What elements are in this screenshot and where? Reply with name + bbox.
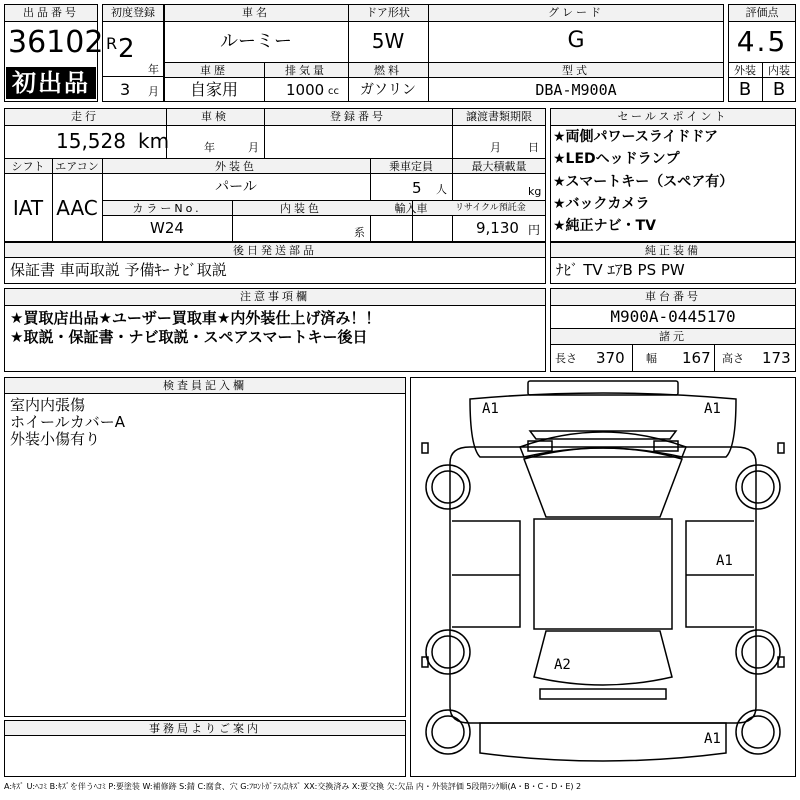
car-diagram xyxy=(410,377,796,777)
displacement-unit: cc xyxy=(328,86,339,97)
fuel: ガソリン xyxy=(360,82,416,98)
capacity-label: 乗車定員 xyxy=(389,160,433,173)
first-listing-badge: 初出品 xyxy=(6,67,96,99)
damage-mark: A1 xyxy=(716,553,733,569)
plate-label: 登録番号 xyxy=(330,110,386,123)
damage-mark: A1 xyxy=(704,401,721,417)
height: 173 xyxy=(762,349,791,367)
door-type: 5W xyxy=(371,29,405,53)
year-unit: 年 xyxy=(148,63,159,76)
later-parts-label: 後日発送部品 xyxy=(233,244,317,257)
load-unit: kg xyxy=(528,185,542,198)
fuel-label: 燃料 xyxy=(374,64,402,77)
damage-mark: A1 xyxy=(482,401,499,417)
damage-mark: A1 xyxy=(704,731,721,747)
later-parts: 保証書 車両取説 予備ｷｰ ﾅﾋﾞ取説 xyxy=(10,261,227,279)
history: 自家用 xyxy=(189,80,238,99)
transfer-month-unit: 月 xyxy=(490,141,501,154)
interior-score: B xyxy=(772,79,786,100)
model: DBA-M900A xyxy=(535,81,617,99)
door-label: ドア形状 xyxy=(366,6,410,19)
mileage: 15,528 xyxy=(56,129,126,153)
displacement: 1000 xyxy=(286,81,325,99)
interior-color-unit: 系 xyxy=(354,226,365,239)
specs-label: 諸元 xyxy=(659,330,687,343)
sales-point: ★バックカメラ xyxy=(553,196,650,212)
color-label: 外装色 xyxy=(215,160,257,173)
height-label: 高さ xyxy=(722,352,744,365)
first-registration-label: 初度登録 xyxy=(111,6,155,19)
recycle-label: リサイクル預託金 xyxy=(455,203,526,213)
lot-label: 出品番号 xyxy=(23,6,79,19)
color-no: W24 xyxy=(150,219,184,237)
office-label: 事務局よりご案内 xyxy=(149,722,261,735)
shift-label: シフト xyxy=(11,160,45,173)
notes-line: ★取説・保証書・ナビ取説・スペアスマートキー後日 xyxy=(10,328,368,346)
recycle-unit: 円 xyxy=(528,223,541,237)
equipment-label: 純正装備 xyxy=(645,244,701,257)
inspector-line: ホイールカバーA xyxy=(10,413,125,431)
import-label: 輸入車 xyxy=(394,202,428,215)
ac-label: エアコン xyxy=(55,160,99,173)
exterior-score: B xyxy=(738,79,752,100)
notes-line: ★買取店出品★ユーザー買取車★内外装仕上げ済み！！ xyxy=(10,309,381,327)
inspector-line: 外装小傷有り xyxy=(10,430,101,448)
car-name: ルーミー xyxy=(220,31,292,52)
model-label: 型式 xyxy=(562,64,590,77)
interior-label: 内装 xyxy=(768,64,790,77)
displacement-label: 排気量 xyxy=(285,64,327,77)
recycle-fee: 9,130 xyxy=(476,219,519,237)
sales-point: ★LEDヘッドランプ xyxy=(553,151,680,167)
chassis-number: M900A-0445170 xyxy=(610,307,736,326)
width-label: 幅 xyxy=(646,352,657,365)
inspection-label: 車検 xyxy=(201,110,229,123)
sales-point: ★スマートキー（スペア有） xyxy=(553,174,734,190)
exterior-label: 外装 xyxy=(734,64,756,77)
sales-point: ★両側パワースライドドア xyxy=(553,129,719,145)
inspection-month-unit: 月 xyxy=(248,141,259,154)
capacity-unit: 人 xyxy=(436,183,447,196)
car-name-label: 車名 xyxy=(242,6,270,19)
reg-year: 2 xyxy=(118,34,135,64)
transfer-day-unit: 日 xyxy=(528,141,539,154)
equipment: ﾅﾋﾞ TV ｴｱB PS PW xyxy=(556,261,685,279)
capacity: 5 xyxy=(412,179,422,197)
score-label: 評価点 xyxy=(745,6,779,19)
transfer-label: 譲渡書類期限 xyxy=(466,110,532,123)
color: パール xyxy=(215,179,257,195)
chassis-label: 車台番号 xyxy=(645,290,701,303)
inspection-year-unit: 年 xyxy=(204,141,215,154)
lot-number: 36102 xyxy=(8,25,104,60)
width: 167 xyxy=(682,349,711,367)
length-label: 長さ xyxy=(555,352,577,365)
month-unit: 月 xyxy=(148,85,159,98)
mileage-unit: km xyxy=(138,129,170,153)
mileage-label: 走行 xyxy=(71,110,99,123)
score: 4.5 xyxy=(736,25,788,58)
legend: A:ｷｽﾞ U:ﾍｺﾐ B:ｷｽﾞを伴うﾍｺﾐ P:要塗装 W:補修跡 S:錆 C:腐食、穴 G:ﾌﾛﾝﾄｶﾞﾗｽ点ｷｽﾞ XX:交換済み X:要交換 欠:欠品 内・外装評価 5段階ﾗﾝｸ順(A・B・C・D・E) 2 xyxy=(4,782,582,791)
color-no-label: カラーNo. xyxy=(132,202,202,215)
sales-point: ★純正ナビ・TV xyxy=(553,218,656,234)
load-label: 最大積載量 xyxy=(471,160,527,173)
ac: AAC xyxy=(56,196,98,220)
era: R xyxy=(106,34,118,53)
notes-label: 注意事項欄 xyxy=(240,290,310,303)
grade-label: グレード xyxy=(548,6,604,19)
shift: IAT xyxy=(12,196,44,220)
damage-mark: A2 xyxy=(554,657,571,673)
sales-points-label: セールスポイント xyxy=(617,110,729,123)
reg-month: 3 xyxy=(120,80,131,99)
history-label: 車歴 xyxy=(200,64,228,77)
grade: G xyxy=(567,28,585,53)
inspector-line: 室内内張傷 xyxy=(10,396,86,414)
inspector-label: 検査員記入欄 xyxy=(163,379,247,392)
length: 370 xyxy=(596,349,625,367)
interior-color-label: 内装色 xyxy=(280,202,322,215)
